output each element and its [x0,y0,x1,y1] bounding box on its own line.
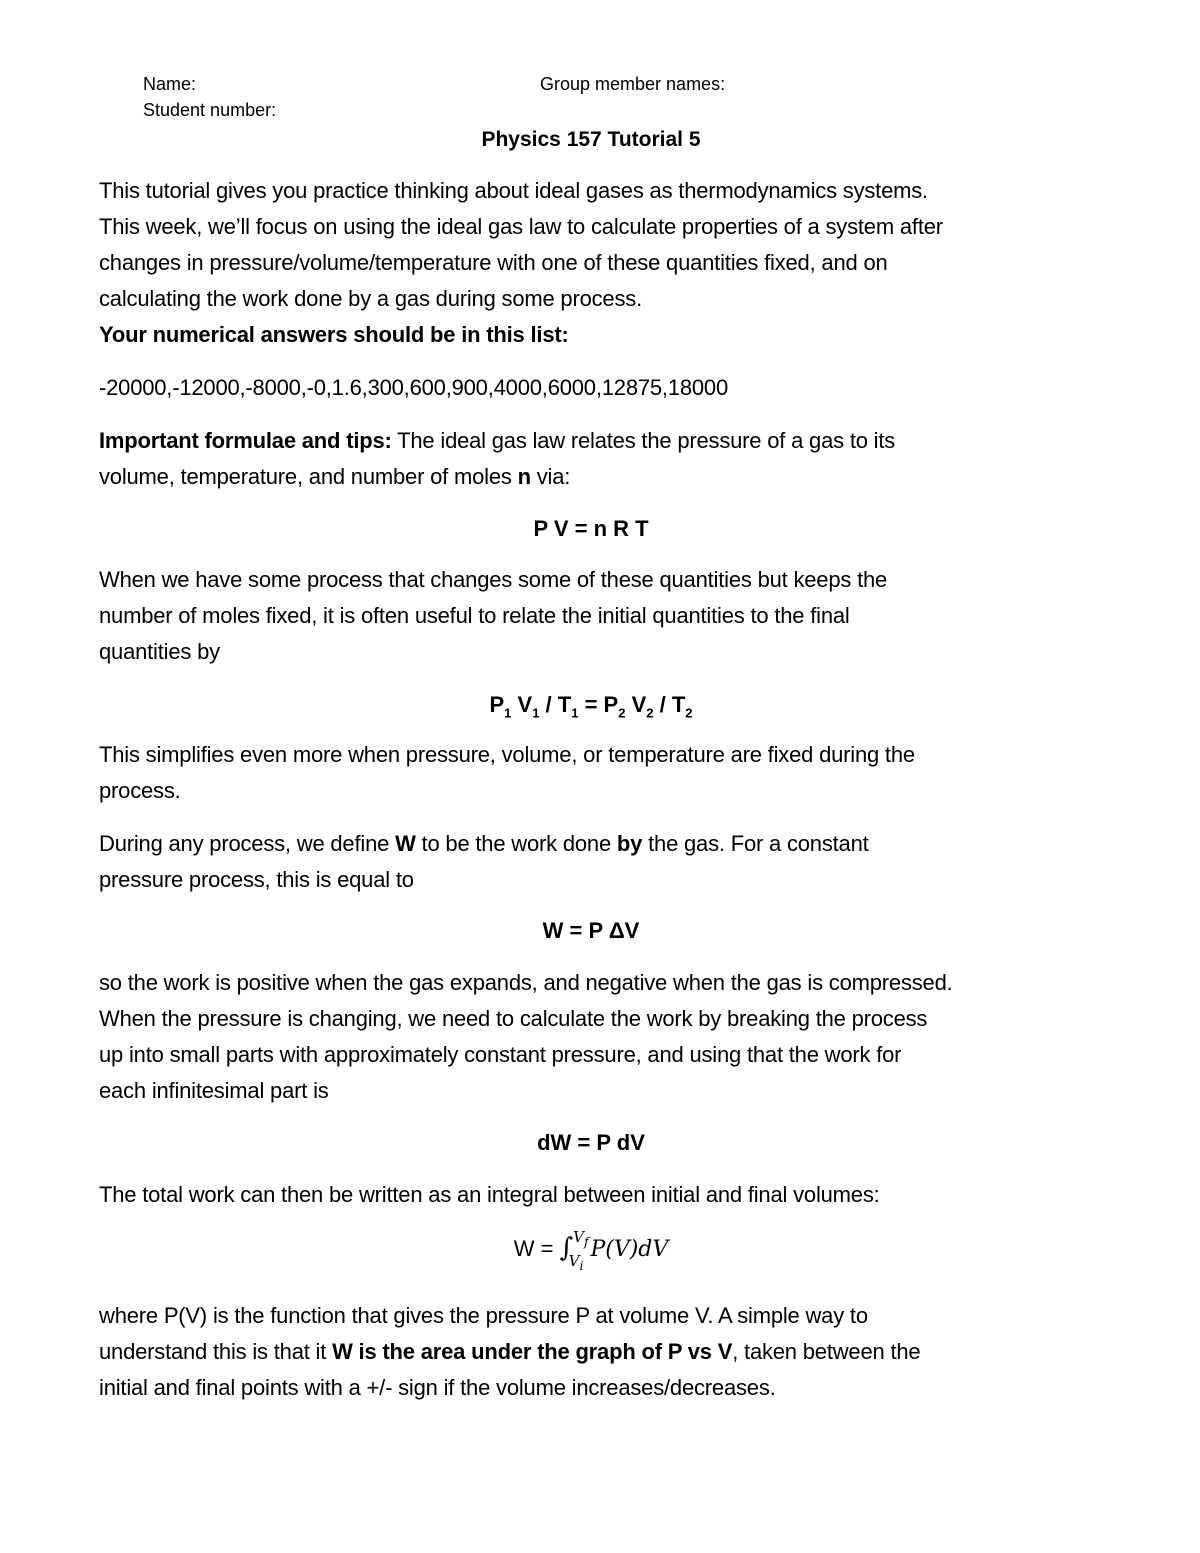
intro-line-3: changes in pressure/volume/temperature with one of these quantities fixed, and on [99,250,888,275]
formulae-paragraph [99,423,1099,495]
name-label: Name: [143,74,197,94]
work-sign-line-4: each infinitesimal part is [99,1078,329,1103]
relation-line-3: quantities by [99,639,220,664]
formulae-heading: Important formulae and tips: [99,428,392,453]
relation-line-1: When we have some process that changes some of these quantities but keeps the [99,567,888,592]
answers-heading: Your numerical answers should be in this list: [99,322,569,347]
relation-paragraph [99,562,1099,670]
combined-gas-equation: $P_1$ $V_1 / T_1 = P_2$ $V_2 / T_2$ [489,692,693,721]
work-sign-paragraph [99,965,1099,1109]
relation-line-2: number of moles fixed, it is often useful to relate the initial quantities to the final [99,603,850,628]
work-sign-line-2: When the pressure is changing, we need to calculate the work by breaking the process [99,1006,928,1031]
intro-line-2: This week, we’ll focus on using the ideal gas law to calculate properties of a system after [99,214,943,239]
student-number-label: Student number: [143,100,277,120]
simplify-line-2: process. [99,778,181,803]
work-sign-line-1: so the work is positive when the gas expands, and negative when the gas is compressed. [99,970,953,995]
area-line-3: initial and final points with a +/- sign if the volume increases/decreases. [99,1375,776,1400]
simplify-line-1: This simplifies even more when pressure, volume, or temperature are fixed during the [99,742,915,767]
work-line-2: pressure process, this is equal to [99,867,414,892]
differential-work-equation: dW = P dV [537,1130,645,1155]
work-symbol: W [395,831,416,856]
moles-symbol: n [517,464,531,489]
area-emphasis: W is the area under the graph of P vs V [332,1339,733,1364]
intro-line-4: calculating the work done by a gas during some process. [99,286,642,311]
page-title: Physics 157 Tutorial 5 [481,128,701,151]
formulae-text-2c: via: [530,464,571,489]
work-integral-equation: W = ∫$^{V_f}_{V_i}$ P(V)dV [513,1228,669,1273]
answers-list: -20000,-12000,-8000,-0,1.6,300,600,900,4000,6000,12875,18000 [99,375,729,400]
area-under-graph-paragraph: where P(V) is the function that gives the pressure P at volume V. A simple way to understand this is that it W is the area under the graph of P vs V, taken between the initial and final points with a +/- sign if the volume increases/decreases. [99,1298,1099,1406]
intro-paragraph [99,173,1099,353]
integral-intro-line: The total work can then be written as an integral between initial and final volumes: [99,1182,880,1207]
area-line-1: where P(V) is the function that gives the pressure P at volume V. A simple way to [99,1303,868,1328]
group-members-label: Group member names: [540,74,726,94]
formulae-text-1: The ideal gas law relates the pressure of a gas to its [391,428,896,453]
simplify-paragraph [99,737,1099,809]
intro-line-1: This tutorial gives you practice thinking about ideal gases as thermodynamics systems. [99,178,928,203]
formulae-text-2a: volume, temperature, and number of moles [99,464,518,489]
work-definition-paragraph: During any process, we define W to be the work done by the gas. For a constant pressure process, this is equal to [99,826,1099,898]
constant-pressure-work-equation: W = P ΔV [542,918,640,943]
work-sign-line-3: up into small parts with approximately constant pressure, and using that the work for [99,1042,902,1067]
ideal-gas-equation: P V = n R T [533,516,649,541]
